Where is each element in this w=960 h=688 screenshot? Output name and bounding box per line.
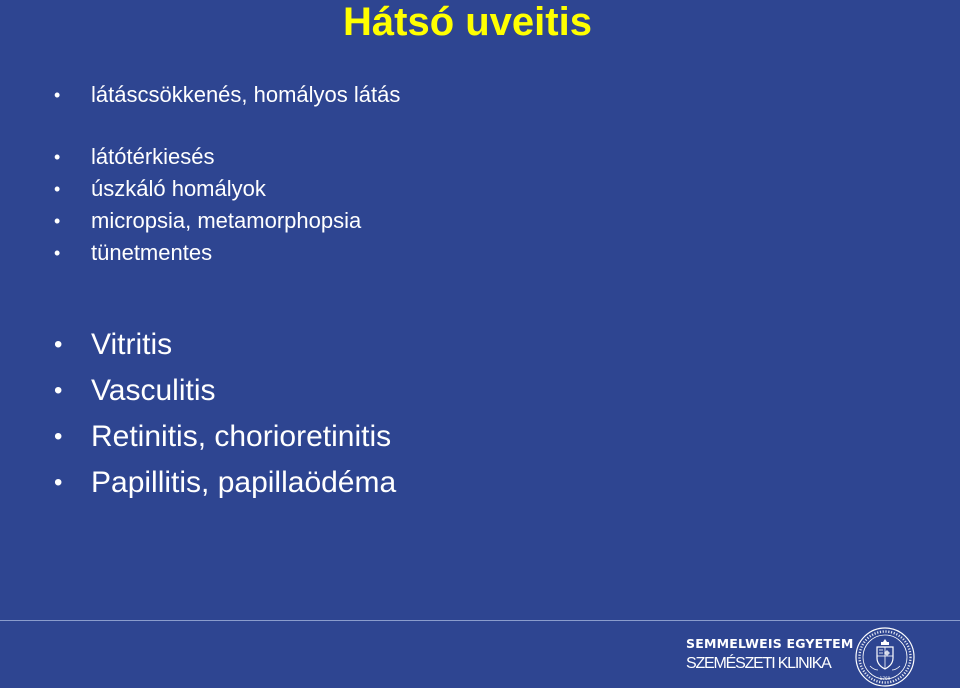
footer-divider: [0, 620, 960, 621]
bullet-dot-icon: •: [54, 243, 61, 263]
symptom-text: úszkáló homályok: [91, 176, 266, 201]
university-name: SEMMELWEIS EGYETEM: [686, 636, 854, 651]
symptom-text: tünetmentes: [91, 240, 213, 265]
symptom-text: látótérkiesés: [91, 144, 215, 169]
bullet-dot-icon: •: [54, 179, 61, 199]
finding-text: Papillitis, papillaödéma: [91, 466, 397, 499]
finding-text: Vasculitis: [91, 374, 216, 407]
footer-brand: [686, 635, 854, 675]
seal-year: 1769: [879, 676, 891, 681]
finding-text: Vitritis: [91, 328, 173, 361]
bullet-dot-icon: •: [54, 147, 61, 167]
bullet-dot-icon: •: [54, 469, 63, 496]
university-seal-icon: [854, 626, 916, 688]
bullet-dot-icon: •: [54, 331, 63, 358]
department-name: SZEMÉSZETI KLINIKA: [686, 655, 831, 672]
bullet-dot-icon: •: [54, 377, 63, 404]
symptom-text: micropsia, metamorphopsia: [91, 208, 362, 233]
bullet-dot-icon: •: [54, 85, 61, 105]
bullet-dot-icon: •: [54, 211, 61, 231]
symptom-text: látáscsökkenés, homályos látás: [91, 82, 401, 107]
bullet-dot-icon: •: [54, 423, 63, 450]
finding-text: Retinitis, chorioretinitis: [91, 420, 392, 453]
slide-title: Hátsó uveitis: [343, 0, 592, 44]
